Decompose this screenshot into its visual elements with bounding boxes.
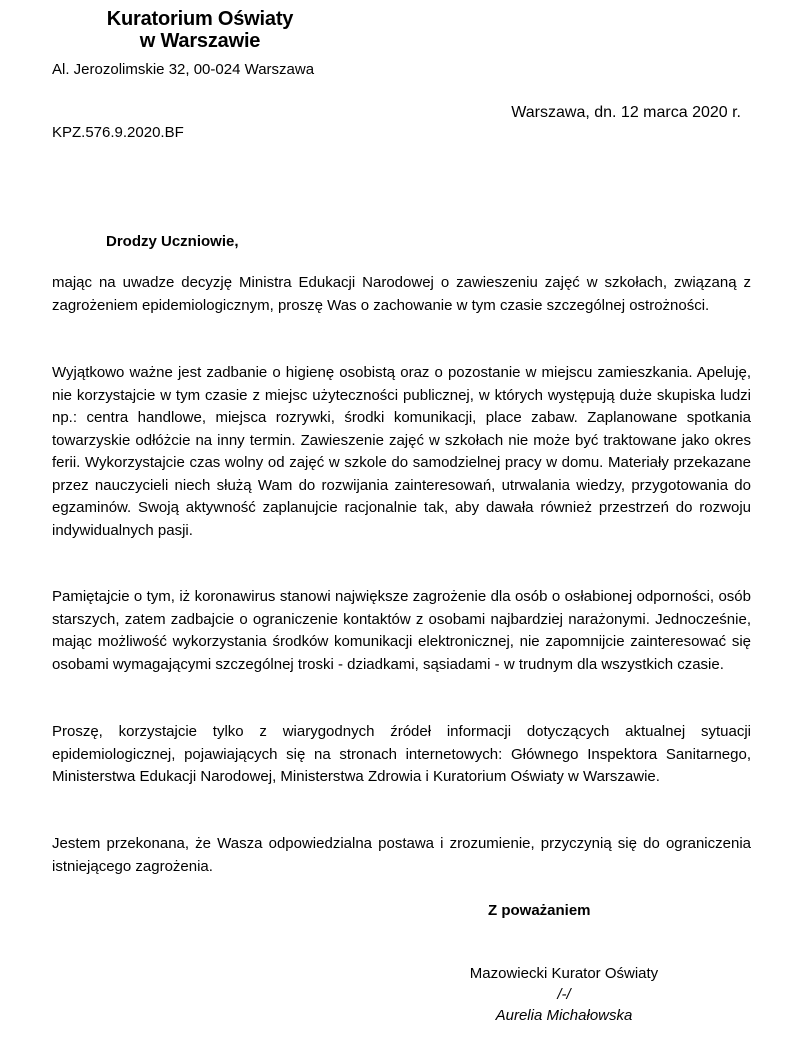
closing-phrase: Z poważaniem: [488, 902, 591, 919]
paragraph-1: mając na uwadze decyzję Ministra Edukacji Narodowej o zawieszeniu zajęć w szkołach, związaną z zagrożeniem epidemiologicznym, proszę Was o zachowanie w tym czasie szczególnej ostrożności.: [52, 274, 751, 314]
signatory-name: Aurelia Michałowska: [495, 1007, 633, 1024]
organization-address: Al. Jerozolimskie 32, 00-024 Warszawa: [52, 61, 315, 78]
signature-block: [430, 963, 698, 1026]
salutation: Drodzy Uczniowie,: [106, 233, 239, 250]
paragraph-3: Pamiętajcie o tym, iż koronawirus stanowi największe zagrożenie dla osób o osłabionej odporności, osób starszych, zatem zadbajcie o ograniczenie kontaktów z osobami najbardziej narażonymi. Jednocześnie, mając możliwość wykorzystania środków komunikacji elektronicznej, nie zapomnijcie zainteresować się osobami wymagającymi szczególnej troski - dziadkami, sąsiadami - w trudnym dla wszystkich czasie.: [52, 588, 751, 673]
signatory-title: Mazowiecki Kurator Oświaty: [469, 965, 659, 982]
reference-number: KPZ.576.9.2020.BF: [52, 124, 184, 141]
letterhead: [0, 8, 400, 52]
organization-name-line2: w Warszawie: [139, 30, 261, 52]
organization-name-line1: Kuratorium Oświaty: [106, 8, 294, 30]
paragraph-4: Proszę, korzystajcie tylko z wiarygodnych źródeł informacji dotyczących aktualnej sytuacji epidemiologicznej, pojawiających się na stronach internetowych: Głównego Inspektora Sanitarnego, Ministerstwa Edukacji Narodowej, Ministerstwa Zdrowia i Kuratorium Oświaty w Warszawie.: [52, 723, 751, 785]
place-and-date: Warszawa, dn. 12 marca 2020 r.: [511, 104, 741, 121]
paragraph-2: Wyjątkowo ważne jest zadbanie o higienę osobistą oraz o pozostanie w miejscu zamieszkania. Apeluję, nie korzystajcie w tym czasie z miejsc użyteczności publicznej, w których występują duże skupiska ludzi np.: centra handlowe, miejsca rozrywki, środki komunikacji, place zabaw. Zaplanowane spotkania towarzyskie odłóżcie na inny termin. Zawieszenie zajęć w szkołach nie może być traktowane jako okres ferii. Wykorzystajcie czas wolny od zajęć w szkole do samodzielnej pracy w domu. Materiały przekazane przez nauczycieli niech służą Wam do rozwijania zainteresowań, utrwalania wiedzy, przygotowania do egzaminów. Swoją aktywność zaplanujcie racjonalnie tak, aby dawała również przestrzeń do rozwoju indywidualnych pasji.: [52, 364, 751, 539]
paragraph-5: Jestem przekonana, że Wasza odpowiedzialna postawa i zrozumienie, przyczynią się do ograniczenia istniejącego zagrożenia.: [52, 835, 751, 875]
signature-mark: /-/: [557, 986, 571, 1003]
